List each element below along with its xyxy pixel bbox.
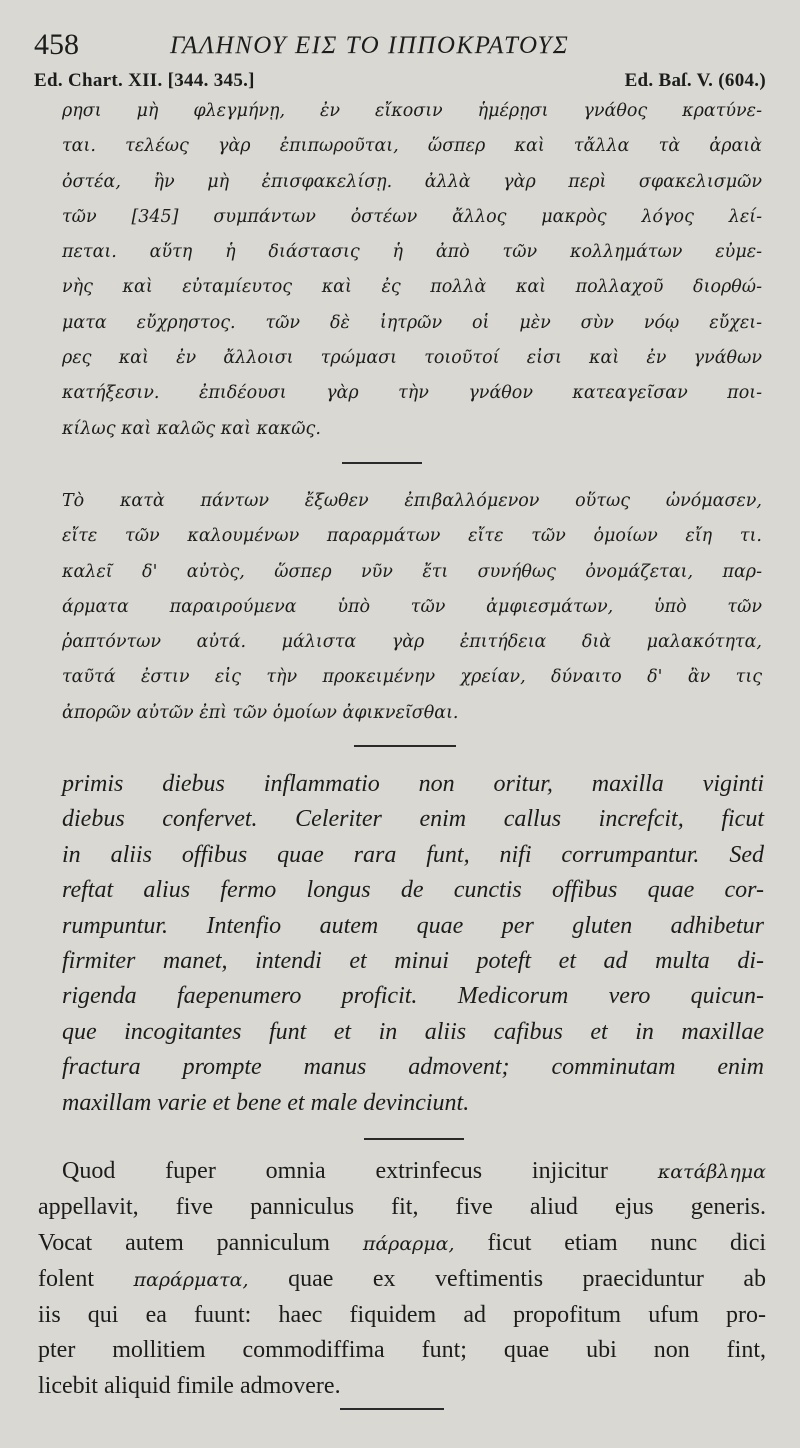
section-divider	[354, 745, 456, 747]
section-divider	[364, 1138, 464, 1140]
latin-line: appellavit, five panniculus fit, five aliud ejus generis.	[38, 1194, 766, 1221]
running-title: ΓΑΛΗΝΟΥ ΕΙΣ ΤΟ ΙΠΠΟΚΡΑΤΟΥΣ	[170, 32, 570, 59]
greek-line: κατήξεσιν. ἐπιδέουσι γὰρ τὴν γνάθον κατεαγεῖσαν ποι-	[62, 383, 762, 404]
latin-text: folent	[38, 1265, 94, 1292]
latin-line: reftat alius fermo longus de cunctis offibus quae cor-	[62, 877, 764, 904]
latin-line: maxillam varie et bene et male devinciunt.	[62, 1089, 470, 1116]
greek-line: ρες καὶ ἐν ἄλλοισι τρώμασι τοιοῦτοί εἰσι καὶ ἐν γνάθων	[62, 348, 762, 369]
greek-term: παράρματα,	[133, 1268, 249, 1291]
greek-line: ταῦτά ἐστιν εἰς τὴν προκειμένην χρείαν, δύναιτο δ' ἂν τις	[62, 667, 762, 688]
greek-line: πεται. αὕτη ἡ διάστασις ἡ ἀπὸ τῶν κολλημάτων εὐμε-	[62, 242, 762, 263]
greek-line: ἀπορῶν αὐτῶν ἐπὶ τῶν ὁμοίων ἀφικνεῖσθαι.	[62, 702, 459, 723]
section-divider	[342, 462, 422, 464]
latin-line: iis qui ea fuunt: haec fiquidem ad propofitum ufum pro-	[38, 1302, 766, 1329]
greek-line: ρησι μὴ φλεγμήνῃ, ἐν εἴκοσιν ἡμέρῃσι γνάθος κρατύνε-	[62, 101, 762, 121]
greek-line: κίλως καὶ καλῶς καὶ κακῶς.	[62, 418, 321, 439]
latin-line: in aliis offibus quae rara funt, nifi corrumpantur. Sed	[62, 841, 764, 868]
latin-line: fractura prompte manus admovent; comminutam enim	[62, 1054, 764, 1081]
greek-passage-hippocrates	[62, 94, 762, 447]
latin-line: firmiter manet, intendi et minui poteft et ad multa di-	[62, 948, 764, 975]
latin-translation-galen-commentary	[38, 1154, 766, 1404]
edition-chartier: Ed. Chart. XII. [344. 345.]	[34, 70, 255, 91]
latin-line: primis diebus inflammatio non oritur, maxilla viginti	[62, 771, 764, 797]
greek-line: εἴτε τῶν καλουμένων παραρμάτων εἴτε τῶν ὁμοίων εἴη τι.	[62, 526, 762, 547]
page-header	[34, 28, 766, 68]
greek-term: πάραρμα,	[362, 1232, 455, 1255]
latin-line: licebit aliquid fimile admovere.	[38, 1372, 341, 1399]
latin-line	[38, 1262, 766, 1298]
greek-line: τῶν [345] συμπάντων ὀστέων ἄλλος μακρὸς λόγος λεί-	[62, 206, 762, 227]
greek-line: Τὸ κατὰ πάντων ἔξωθεν ἐπιβαλλόμενον οὕτως ὠνόμασεν,	[62, 491, 762, 511]
latin-line: que incogitantes funt et in aliis cafibus et in maxillae	[62, 1018, 764, 1045]
greek-line: νὴς καὶ εὐταμίευτος καὶ ἐς πολλὰ καὶ πολλαχοῦ διορθώ-	[62, 277, 762, 298]
latin-text: Quod fuper omnia extrinfecus injicitur	[62, 1158, 608, 1184]
latin-translation-hippocrates	[62, 767, 764, 1121]
latin-line	[38, 1226, 766, 1262]
greek-term: κατάβλημα	[657, 1161, 766, 1183]
latin-line	[38, 1154, 766, 1190]
greek-line: άρματα παραιρούμενα ὑπὸ τῶν ἀμφιεσμάτων, ὑπὸ τῶν	[62, 596, 762, 617]
greek-line: ται. τελέως γὰρ ἐπιπωροῦται, ὥσπερ καὶ τἄλλα τὰ ἀραιὰ	[62, 136, 762, 157]
latin-line: pter mollitiem commodiffima funt; quae ubi non fint,	[38, 1337, 766, 1364]
edition-basel: Ed. Baſ. V. (604.)	[624, 70, 766, 91]
latin-line: rigenda faepenumero proficit. Medicorum vero quicun-	[62, 983, 764, 1010]
latin-line: rumpuntur. Intenfio autem quae per gluten adhibetur	[62, 912, 764, 939]
edition-reference-row	[34, 70, 766, 96]
latin-text: quae ex veftimentis praeciduntur ab	[288, 1265, 766, 1292]
latin-text: ficut etiam nunc dici	[487, 1229, 767, 1256]
page-number: 458	[34, 28, 79, 61]
greek-line: ματα εὔχρηστος. τῶν δὲ ἰητρῶν οἱ μὲν σὺν νόῳ εὔχει-	[62, 312, 762, 333]
section-divider	[340, 1408, 444, 1410]
latin-line: diebus confervet. Celeriter enim callus increfcit, ficut	[62, 806, 764, 833]
greek-passage-galen-commentary	[62, 484, 762, 731]
greek-line: ὀστέα, ἢν μὴ ἐπισφακελίσῃ. ἀλλὰ γὰρ περὶ σφακελισμῶν	[62, 171, 762, 192]
latin-text: Vocat autem panniculum	[38, 1229, 330, 1256]
greek-line: καλεῖ δ' αὐτὸς, ὥσπερ νῦν ἔτι συνήθως ὀνομάζεται, παρ-	[62, 561, 762, 582]
greek-line: ῥαπτόντων αὐτά. μάλιστα γὰρ ἐπιτήδεια διὰ μαλακότητα,	[62, 632, 762, 653]
